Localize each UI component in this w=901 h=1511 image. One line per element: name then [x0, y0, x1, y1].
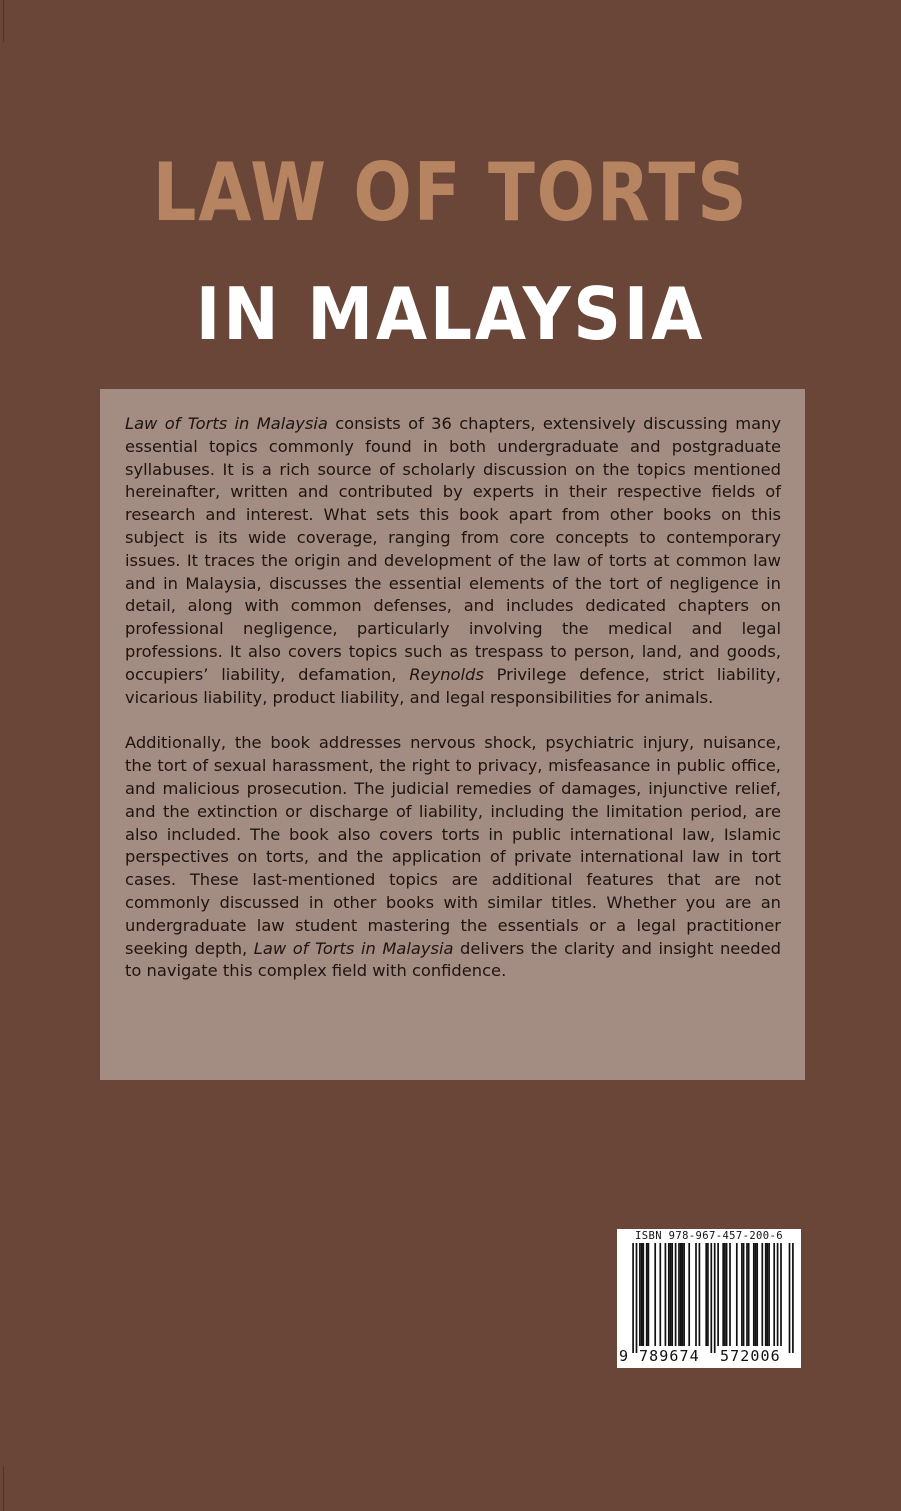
blurb-text: consists of 36 chapters, extensively discussing many essential topics commonly found in both undergraduate and postgraduate syllabuses. It is a rich source of scholarly discussion on the topics mentioned hereinafter, written and contributed by experts in their respective fields of research and interest. What sets this book apart from other books on this subject is its wide coverage, ranging from core concepts to contemporary issues. It traces the origin and development of the law of torts at common law and in Malaysia, discusses the essential elements of the tort of negligence in detail, along with common defenses, and includes dedicated chapters on professional negligence, particularly involving the medical and legal professions. It also covers topics such as trespass to person, land, and goods, occupiers’ liability, defamation, — [125, 414, 781, 684]
blurb-paragraph-1 — [125, 413, 781, 709]
barcode-guard-bar — [714, 1243, 716, 1353]
reynolds-italic: Reynolds — [409, 664, 484, 684]
edge-crease-bottom — [3, 1466, 4, 1511]
barcode-guard-bar — [710, 1243, 712, 1353]
barcode-bar — [688, 1243, 690, 1346]
barcode-bar — [741, 1243, 743, 1346]
barcode-bar — [780, 1243, 782, 1346]
barcode-digits-left: 789674 — [639, 1347, 700, 1365]
barcode-digit-first: 9 — [619, 1347, 629, 1365]
barcode-bar — [707, 1243, 709, 1346]
barcode-bar — [678, 1243, 680, 1346]
barcode-bar — [765, 1243, 767, 1346]
barcode-bar — [755, 1243, 757, 1346]
barcode-bar — [767, 1243, 769, 1346]
barcode-guard-bar — [632, 1243, 634, 1353]
barcode-bar — [695, 1243, 697, 1346]
blurb-text: Additionally, the book addresses nervous shock, psychiatric injury, nuisance, the tort of sexual harassment, the right to privacy, misfeasance in public office, and malicious prosecution. The judicial remedies of damages, injunctive relief, and the extinction or discharge of liability, including the limitation period, are also included. The book also covers torts in public international law, Islamic perspectives on torts, and the application of private international law in tort cases. These last-mentioned topics are additional features that are not commonly discussed in other books with similar titles. Whether you are an undergraduate law student mastering the essentials or a legal practitioner seeking depth, — [125, 733, 781, 958]
barcode-bar — [717, 1243, 719, 1346]
barcode-bar — [756, 1243, 758, 1346]
barcode-bar — [724, 1243, 726, 1346]
barcode-bar — [682, 1243, 684, 1346]
barcode-guard-bar — [789, 1243, 791, 1353]
barcode-bar — [743, 1243, 745, 1346]
barcode-bar — [665, 1243, 667, 1346]
barcode-bar — [646, 1243, 648, 1346]
blurb-paragraph-2 — [125, 732, 781, 983]
barcode-bar — [768, 1243, 770, 1346]
blurb-panel — [100, 389, 805, 1080]
barcode-bar — [683, 1243, 685, 1346]
barcode-bar — [675, 1243, 677, 1346]
barcode-bar — [670, 1243, 672, 1346]
barcode-bar — [639, 1243, 641, 1346]
barcode-digits-right: 572006 — [720, 1347, 781, 1365]
barcode-bar — [773, 1243, 775, 1346]
barcode-bar — [642, 1243, 644, 1346]
barcode-bar — [668, 1243, 670, 1346]
isbn-label: ISBN 978-967-457-200-6 — [635, 1230, 783, 1242]
barcode-bar — [722, 1243, 724, 1346]
barcode-bar — [699, 1243, 701, 1346]
barcode-bars — [617, 1243, 801, 1353]
book-title-italic: Law of Torts in Malaysia — [253, 938, 454, 958]
book-title-italic: Law of Torts in Malaysia — [125, 414, 328, 433]
barcode-bar — [705, 1243, 707, 1346]
blurb-text: delivers the clarity and insight needed to navigate this complex field with confidence. — [125, 938, 781, 981]
barcode-bar — [654, 1243, 656, 1346]
barcode-bar — [736, 1243, 738, 1346]
barcode-guard-bar — [636, 1243, 638, 1353]
title-line-1: LAW OF TORTS — [152, 146, 749, 239]
barcode-bar — [777, 1243, 779, 1346]
edge-crease-top — [3, 0, 4, 42]
blurb-text: Privilege defence, strict liability, vicarious liability, product liability, and legal responsibilities for animals. — [125, 664, 781, 707]
barcode-bar — [659, 1243, 661, 1346]
barcode-bar — [648, 1243, 650, 1346]
barcode-bar — [761, 1243, 763, 1346]
barcode-bar — [680, 1243, 682, 1346]
isbn-barcode — [617, 1229, 801, 1368]
barcode-bar — [748, 1243, 750, 1346]
barcode-guard-bar — [792, 1243, 794, 1353]
barcode-bar — [729, 1243, 731, 1346]
barcode-bar — [746, 1243, 748, 1346]
barcode-bar — [641, 1243, 643, 1346]
barcode-bar — [753, 1243, 755, 1346]
barcode-bar — [671, 1243, 673, 1346]
title-line-2: IN MALAYSIA — [195, 272, 706, 356]
barcode-bar — [726, 1243, 728, 1346]
